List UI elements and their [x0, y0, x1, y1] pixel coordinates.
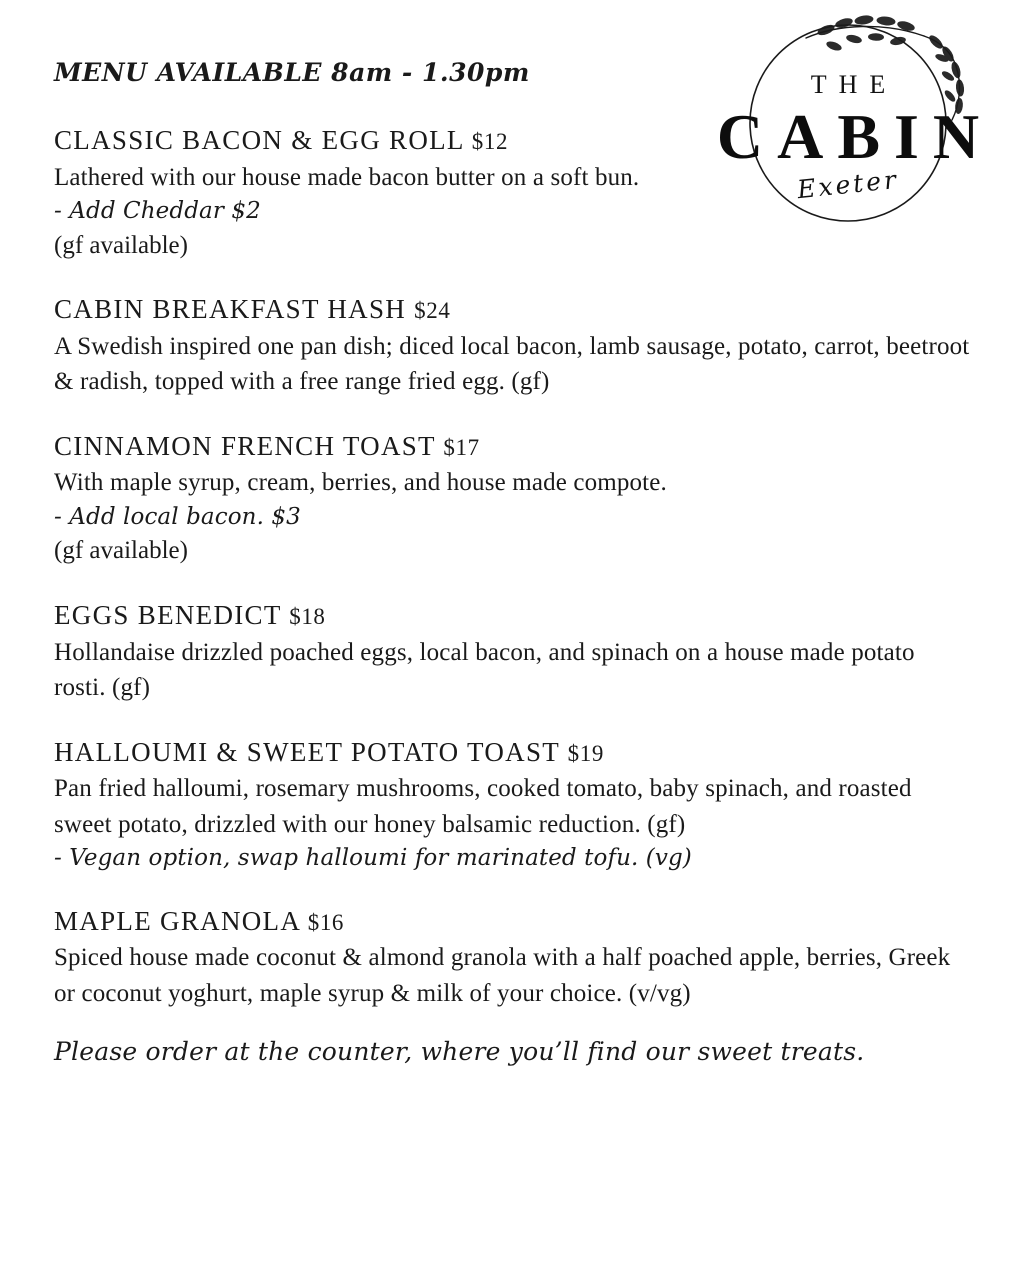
logo-exeter-text: Exeter	[795, 164, 901, 205]
menu-item-description: With maple syrup, cream, berries, and house made compote.	[54, 469, 667, 497]
menu-item	[54, 292, 970, 400]
menu-item-title-row	[54, 904, 970, 939]
menu-item-title-row	[54, 429, 970, 464]
logo-the-text: THE	[810, 70, 898, 99]
menu-item-price: $17	[443, 434, 480, 460]
menu-item-description: Pan fried halloumi, rosemary mushrooms, cooked tomato, baby spinach, and roasted sweet potato, drizzled with our honey balsamic reduction. (gf)	[54, 775, 912, 838]
menu-item-description: Spiced house made coconut & almond granola with a half poached apple, berries, Greek or coconut yoghurt, maple syrup & milk of your choice. (v/vg)	[54, 944, 951, 1007]
menu-item-name: HALLOUMI & SWEET POTATO TOAST	[54, 736, 560, 767]
menu-item-description: Hollandaise drizzled poached eggs, local bacon, and spinach on a house made potato rosti. (gf)	[54, 638, 915, 701]
menu-item	[54, 429, 970, 569]
menu-item-name: CLASSIC BACON & EGG ROLL	[54, 125, 464, 155]
menu-item-price: $12	[471, 129, 509, 154]
menu-item-title-row	[54, 735, 970, 770]
menu-item	[54, 904, 970, 1012]
menu-item-addon: - Vegan option, swap halloumi for marinated tofu. (vg)	[54, 845, 692, 872]
menu-item-addon: - Add Cheddar $2	[54, 198, 261, 225]
menu-item-name: CABIN BREAKFAST HASH	[54, 294, 407, 325]
menu-item-price: $18	[289, 603, 326, 629]
menu-items-list	[54, 123, 970, 1011]
cabin-logo	[698, 8, 998, 238]
menu-item-title-row	[54, 598, 970, 633]
menu-item-description: A Swedish inspired one pan dish; diced local bacon, lamb sausage, potato, carrot, beetroot & radish, topped with a free range fried egg. (gf)	[54, 332, 970, 396]
availability-hours: 8am - 1.30pm	[331, 58, 530, 87]
menu-item	[54, 598, 970, 706]
availability-label: MENU AVAILABLE	[54, 58, 322, 87]
menu-item-dietary: (gf available)	[54, 537, 188, 565]
menu-item-price: $24	[414, 298, 451, 324]
order-instruction: Please order at the counter, where you’ll find our sweet treats.	[54, 1037, 865, 1067]
menu-item-description: Lathered with our house made bacon butter on a soft bun.	[54, 163, 640, 191]
menu-item-price: $16	[307, 909, 345, 935]
menu-item-dietary: (gf available)	[54, 231, 188, 259]
menu-item-addon: - Add local bacon. $3	[54, 503, 301, 530]
menu-item-name: EGGS BENEDICT	[54, 599, 282, 630]
logo-cabin-text: CABIN	[716, 101, 994, 172]
menu-item-name: MAPLE GRANOLA	[54, 905, 300, 936]
menu-item-price: $19	[567, 740, 604, 766]
menu-item-title-row	[54, 292, 970, 327]
menu-item-name: CINNAMON FRENCH TOAST	[54, 430, 436, 461]
menu-item	[54, 735, 970, 875]
